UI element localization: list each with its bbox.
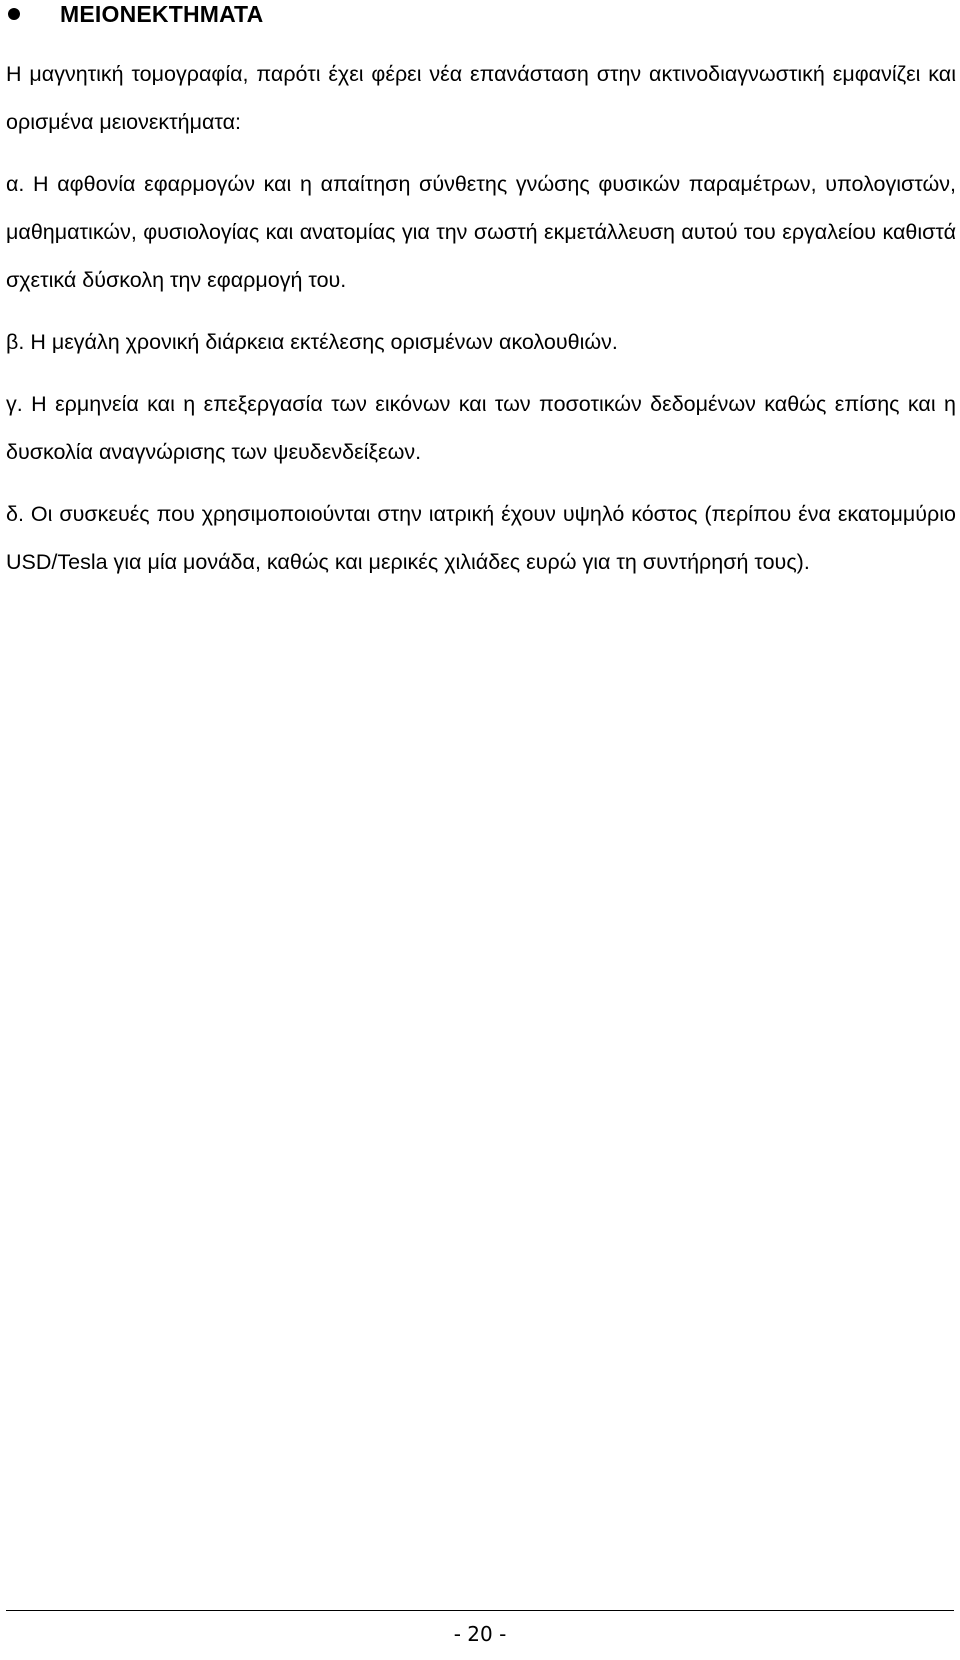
bullet-icon: [8, 8, 20, 20]
footer-divider: [6, 1610, 954, 1611]
section-heading-row: [6, 0, 956, 28]
document-body: [6, 0, 956, 586]
item-c-paragraph: γ. Η ερμηνεία και η επεξεργασία των εικόνων και των ποσοτικών δεδομένων καθώς επίσης και η δυσκολία αναγνώρισης των ψευδενδείξεων.: [6, 392, 956, 464]
page-number: - 20 -: [453, 1622, 507, 1646]
section-heading: ΜΕΙΟΝΕΚΤΗΜΑΤΑ: [60, 1, 264, 27]
item-d-paragraph: δ. Οι συσκευές που χρησιμοποιούνται στην ιατρική έχουν υψηλό κόστος (περίπου ένα εκατομμύριο USD/Tesla για μία μονάδα, καθώς και μερικές χιλιάδες ευρώ για τη συντήρησή τους).: [6, 502, 956, 574]
item-b-paragraph: β. Η μεγάλη χρονική διάρκεια εκτέλεσης ορισμένων ακολουθιών.: [6, 330, 618, 354]
intro-paragraph: Η μαγνητική τομογραφία, παρότι έχει φέρει νέα επανάσταση στην ακτινοδιαγνωστική εμφανίζει και ορισμένα μειονεκτήματα:: [6, 62, 956, 134]
item-a-paragraph: α. Η αφθονία εφαρμογών και η απαίτηση σύνθετης γνώσης φυσικών παραμέτρων, υπολογιστών, μαθηματικών, φυσιολογίας και ανατομίας για την σωστή εκμετάλλευση αυτού του εργαλείου καθιστά σχετικά δύσκολη την εφαρμογή του.: [6, 172, 956, 292]
